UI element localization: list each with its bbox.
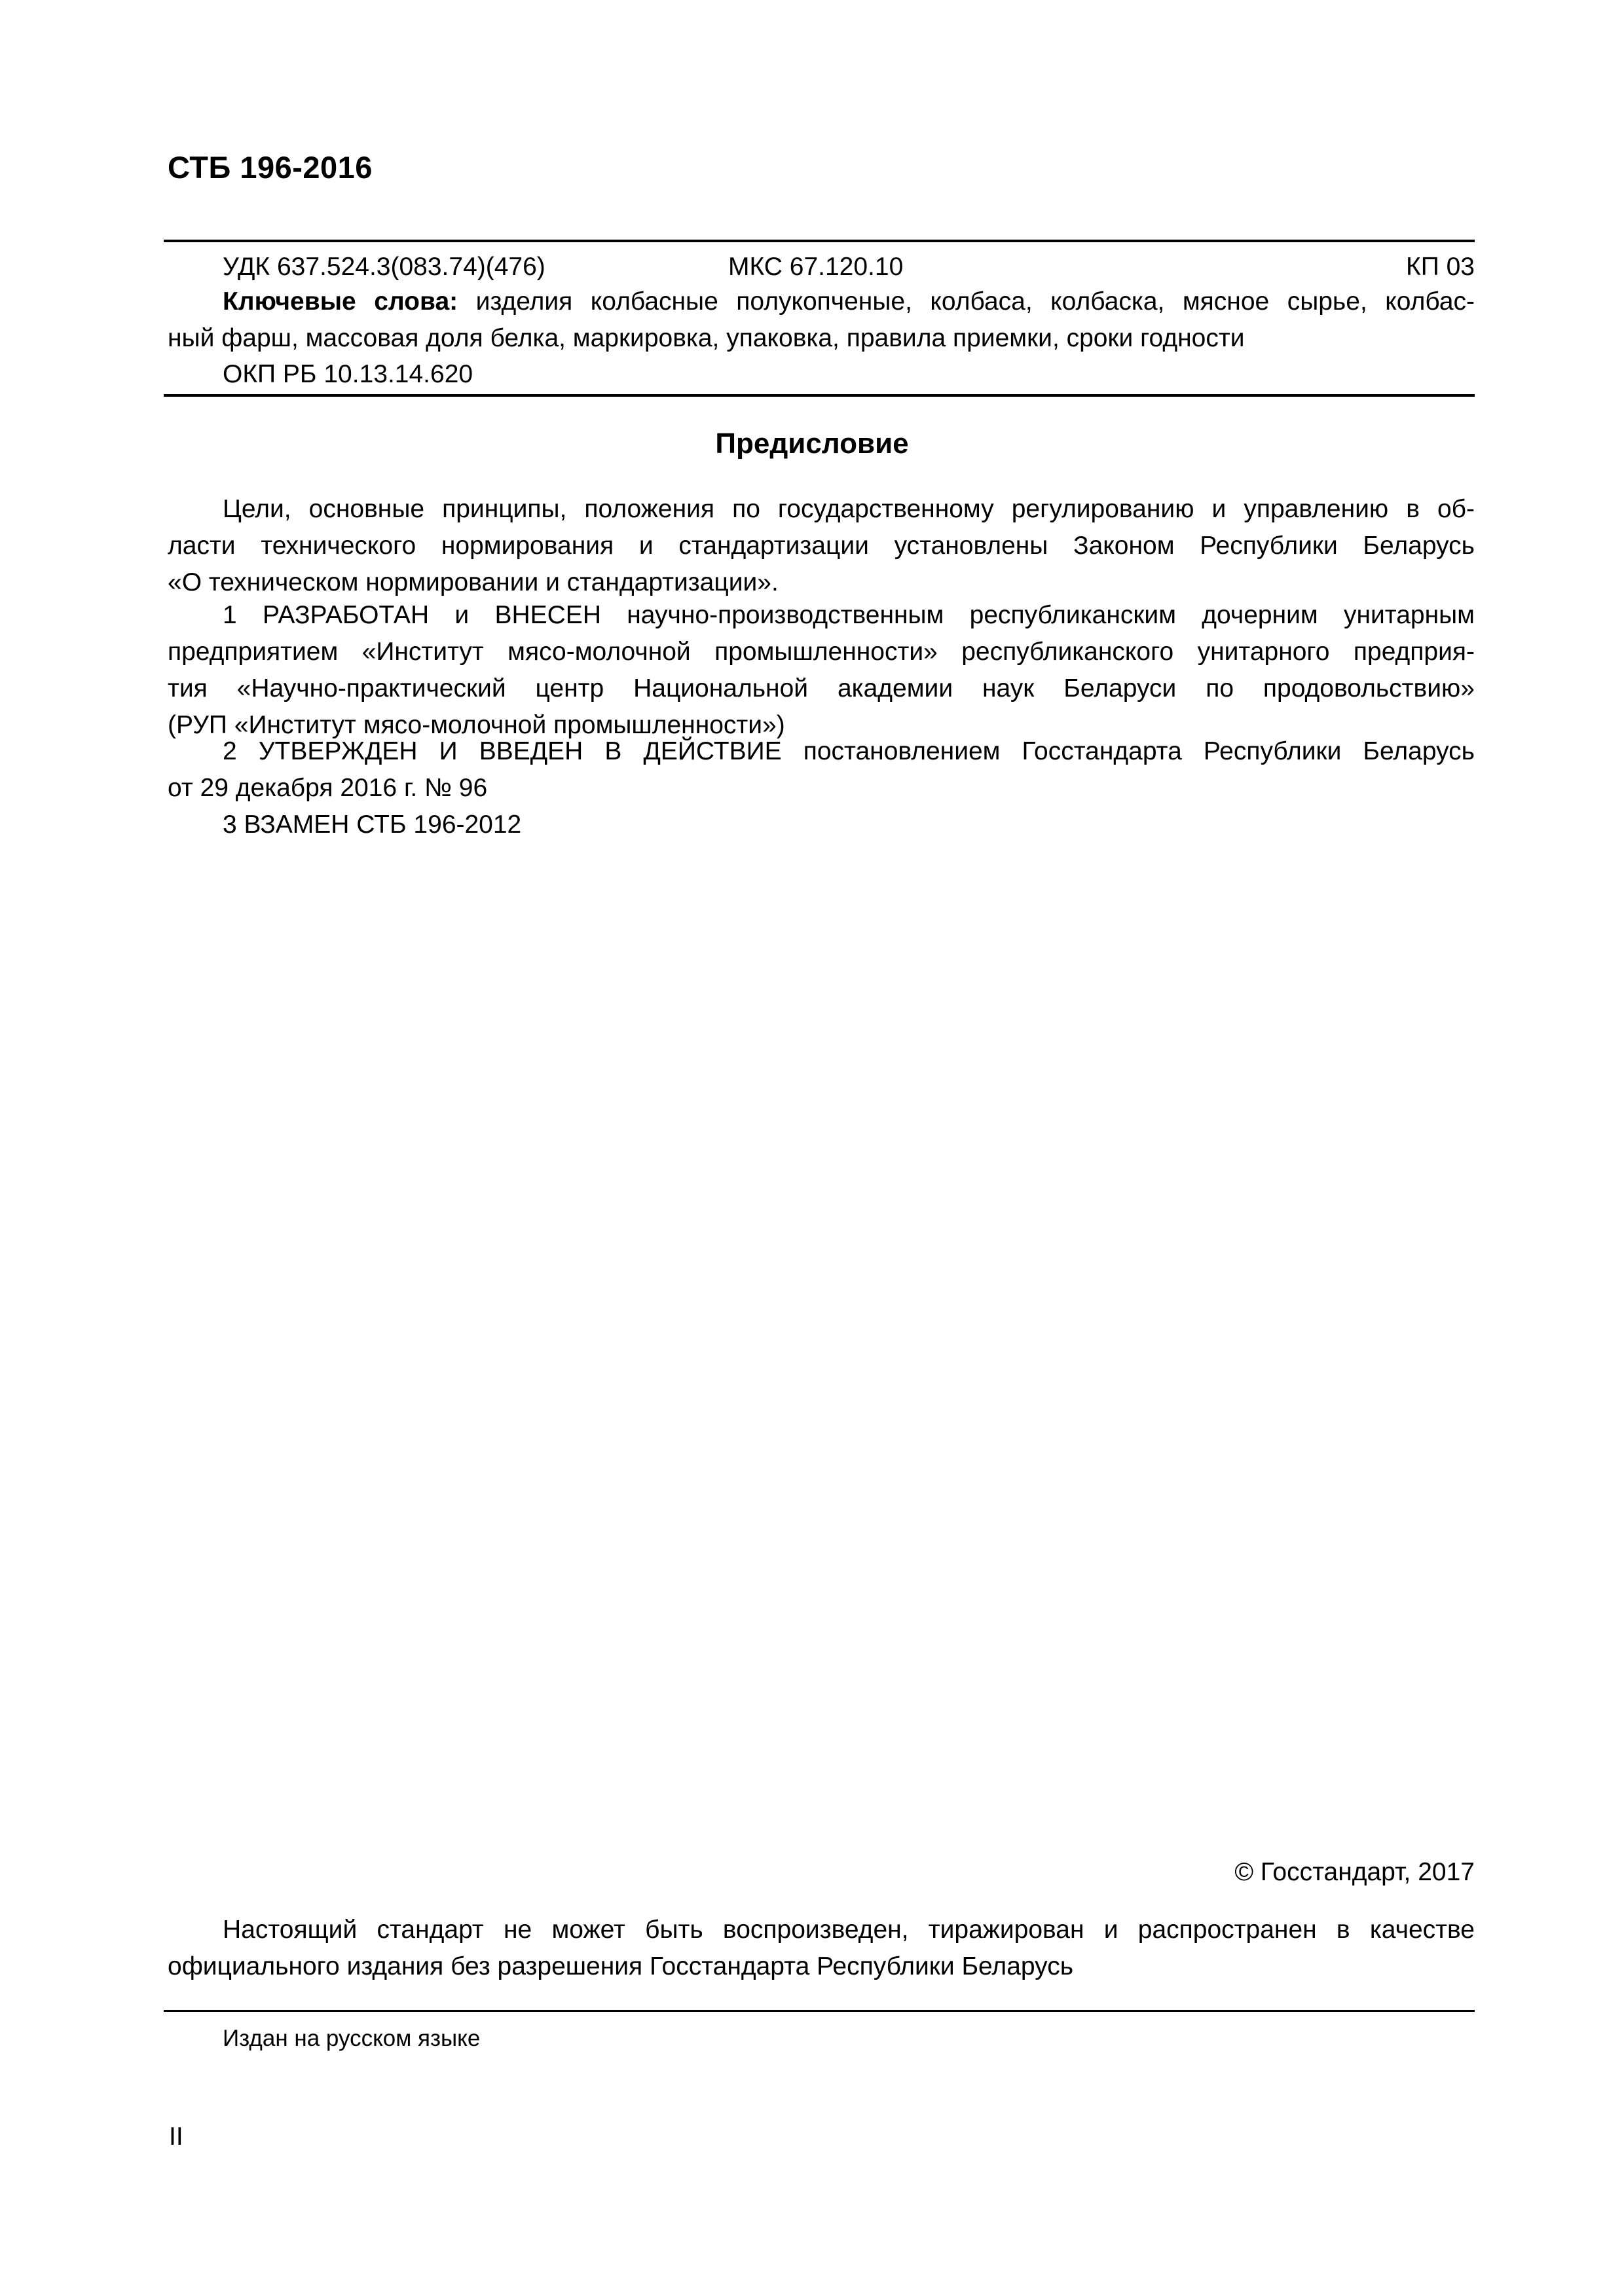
copyright-notice: © Госстандарт, 2017	[1234, 1858, 1475, 1886]
paragraph-line: 3 ВЗАМЕН СТБ 196-2012	[223, 811, 522, 839]
paragraph-line: (РУП «Институт мясо-молочной промышленности»)	[168, 711, 785, 739]
foreword-title: Предисловие	[715, 428, 909, 460]
meta-bottom-divider	[164, 394, 1475, 397]
standard-code: СТБ 196-2016	[168, 150, 373, 185]
top-divider	[164, 240, 1475, 242]
paragraph-line: «О техническом нормировании и стандартизации».	[168, 568, 779, 596]
page-number: II	[169, 2123, 183, 2151]
keywords-line-1	[168, 283, 1475, 320]
keywords-text-1: изделия колбасные полукопченые, колбаса, колбаска, мясное сырье, колбас-	[458, 287, 1475, 316]
language-note: Издан на русском языке	[223, 2026, 481, 2051]
keywords-line-2: ный фарш, массовая доля белка, маркировка, упаковка, правила приемки, сроки годности	[168, 324, 1245, 352]
keywords-paragraph	[168, 283, 1475, 357]
paragraph-line: предприятием «Институт мясо-молочной промышленности» республиканского унитарного предприя-	[168, 638, 1475, 666]
okp-code: ОКП РБ 10.13.14.620	[223, 360, 473, 388]
foreword-paragraph-1	[168, 491, 1475, 601]
paragraph-line: ласти технического нормирования и стандартизации установлены Законом Республики Беларусь	[168, 532, 1475, 560]
paragraph-line: Настоящий стандарт не может быть воспроизведен, тиражирован и распространен в качестве	[223, 1916, 1475, 1944]
reproduction-notice	[168, 1912, 1475, 1985]
paragraph-line: официального издания без разрешения Госстандарта Республики Беларусь	[168, 1952, 1074, 1980]
mks-code: МКС 67.120.10	[728, 253, 904, 281]
foreword-paragraph-2	[168, 597, 1475, 744]
paragraph-line: от 29 декабря 2016 г. № 96	[168, 774, 488, 802]
foreword-paragraph-3	[168, 733, 1475, 807]
kp-code: КП 03	[1406, 253, 1475, 281]
paragraph-line: тия «Научно-практический центр Национальной академии наук Беларуси по продовольствию»	[168, 674, 1475, 702]
udk-code: УДК 637.524.3(083.74)(476)	[223, 253, 545, 281]
classification-row	[223, 249, 1475, 285]
footer-divider	[164, 2010, 1475, 2012]
paragraph-line: 2 УТВЕРЖДЕН И ВВЕДЕН В ДЕЙСТВИЕ постановлением Госстандарта Республики Беларусь	[223, 737, 1475, 765]
paragraph-line: 1 РАЗРАБОТАН и ВНЕСЕН научно-производственным республиканским дочерним унитарным	[223, 601, 1475, 629]
keywords-label: Ключевые слова:	[223, 287, 458, 316]
foreword-paragraph-4	[168, 807, 1475, 843]
paragraph-line: Цели, основные принципы, положения по государственному регулированию и управлению в об-	[223, 495, 1475, 523]
